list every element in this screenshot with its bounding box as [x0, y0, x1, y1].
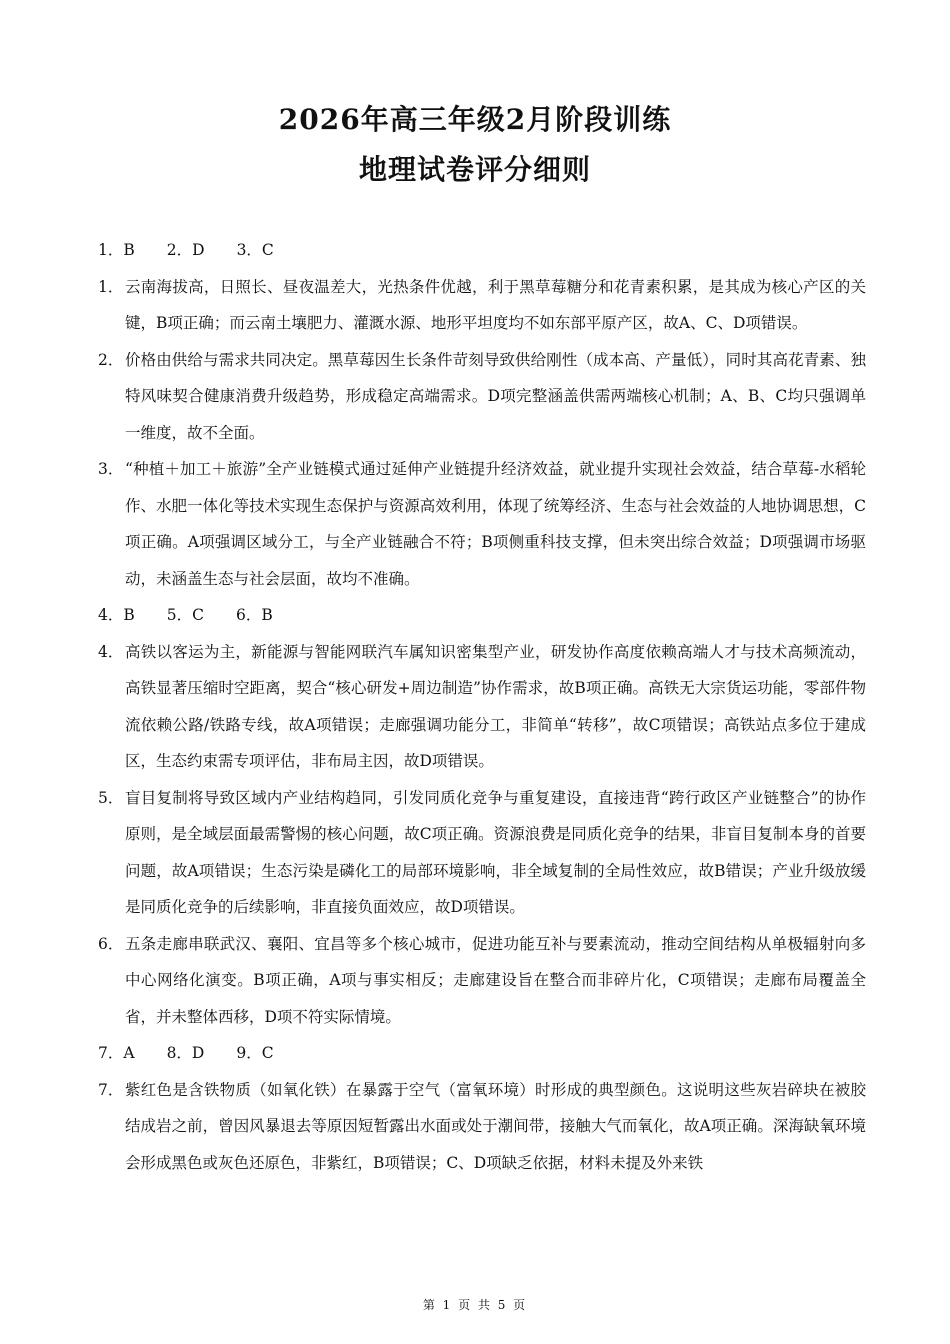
explanation-item — [98, 926, 866, 1036]
document-body — [98, 232, 866, 1181]
explanation-item — [98, 780, 866, 926]
answer-key-row — [98, 1035, 866, 1072]
document-title: 2026年高三年级2月阶段训练 — [278, 103, 672, 136]
answer-key: 2．D — [166, 241, 205, 259]
answer-key: 7．A — [98, 1044, 135, 1062]
item-text: “种植＋加工＋旅游”全产业链模式通过延伸产业链提升经济效益，就业提升实现社会效益，结合草莓-水稻轮作、水肥一体化等技术实现生态保护与资源高效利用，体现了统筹经济、生态与社会效益的人地协调思想，C项正确。A项强调区域分工，与全产业链融合不符；B项侧重科技支撑，但未突出综合效益；D项强调市场驱动，未涵盖生态与社会层面，故均不准确。 — [125, 460, 866, 588]
item-text: 高铁以客运为主，新能源与智能网联汽车属知识密集型产业，研发协作高度依赖高端人才与技术高频流动，高铁显著压缩时空距离，契合“核心研发+周边制造”协作需求，故B项正确。高铁无大宗货运功能，零部件物流依赖公路/铁路专线，故A项错误；走廊强调功能分工，非简单“转移”，故C项错误；高铁站点多位于建成区，生态约束需专项评估，非布局主因，故D项错误。 — [125, 642, 866, 770]
answer-key-row — [98, 597, 866, 634]
item-number: 2． — [98, 350, 124, 369]
explanation-item — [98, 342, 866, 452]
answer-key: 6．B — [236, 606, 273, 624]
explanation-item — [98, 634, 866, 780]
answer-key: 8．D — [166, 1044, 205, 1062]
item-text: 紫红色是含铁物质（如氧化铁）在暴露于空气（富氧环境）时形成的典型颜色。这说明这些灰岩碎块在被胶结成岩之前，曾因风暴退去等原因短暂露出水面或处于潮间带，接触大气而氧化，故A项正确。深海缺氧环境会形成黑色或灰色还原色，非紫红，B项错误；C、D项缺乏依据，材料未提及外来铁 — [125, 1080, 866, 1172]
item-text: 价格由供给与需求共同决定。黑草莓因生长条件苛刻导致供给刚性（成本高、产量低），同时其高花青素、独特风味契合健康消费升级趋势，形成稳定高端需求。D项完整涵盖供需两端核心机制；A、B、C均只强调单一维度，故不全面。 — [125, 350, 866, 442]
item-number: 1． — [98, 277, 124, 296]
page-footer: 第 1 页 共 5 页 — [422, 1298, 528, 1312]
explanation-item — [98, 269, 866, 342]
answer-key: 9．C — [236, 1044, 274, 1062]
item-number: 3． — [98, 460, 124, 478]
explanation-item — [98, 451, 866, 597]
item-text: 五条走廊串联武汉、襄阳、宜昌等多个核心城市，促进功能互补与要素流动，推动空间结构从单极辐射向多中心网络化演变。B项正确，A项与事实相反；走廊建设旨在整合而非碎片化，C项错误；走廊布局覆盖全省，并未整体西移，D项不符实际情境。 — [125, 934, 866, 1026]
answer-key: 3．C — [236, 241, 274, 259]
document-subtitle: 地理试卷评分细则 — [358, 153, 591, 186]
answer-key: 1．B — [98, 241, 135, 259]
item-text: 盲目复制将导致区域内产业结构趋同，引发同质化竞争与重复建设，直接违背“跨行政区产业链整合”的协作原则，是全域层面最需警惕的核心问题，故C项正确。资源浪费是同质化竞争的结果，非盲目复制本身的首要问题，故A项错误；生态污染是磷化工的局部环境影响，非全域复制的全局性效应，故B错误；产业升级放缓是同质化竞争的后续影响，非直接负面效应，故D项错误。 — [125, 788, 866, 916]
answer-key: 4．B — [98, 606, 135, 624]
item-text: 云南海拔高，日照长、昼夜温差大，光热条件优越，利于黑草莓糖分和花青素积累，是其成为核心产区的关键，B项正确；而云南土壤肥力、灌溉水源、地形平坦度均不如东部平原产区，故A、C、D项错误。 — [125, 277, 866, 332]
explanation-item — [98, 1072, 866, 1182]
item-number: 7． — [98, 1080, 124, 1099]
item-number: 6． — [98, 934, 124, 953]
item-number: 4． — [98, 642, 124, 661]
answer-key-row — [98, 232, 866, 269]
item-number: 5． — [98, 788, 124, 807]
answer-key: 5．C — [166, 606, 204, 624]
